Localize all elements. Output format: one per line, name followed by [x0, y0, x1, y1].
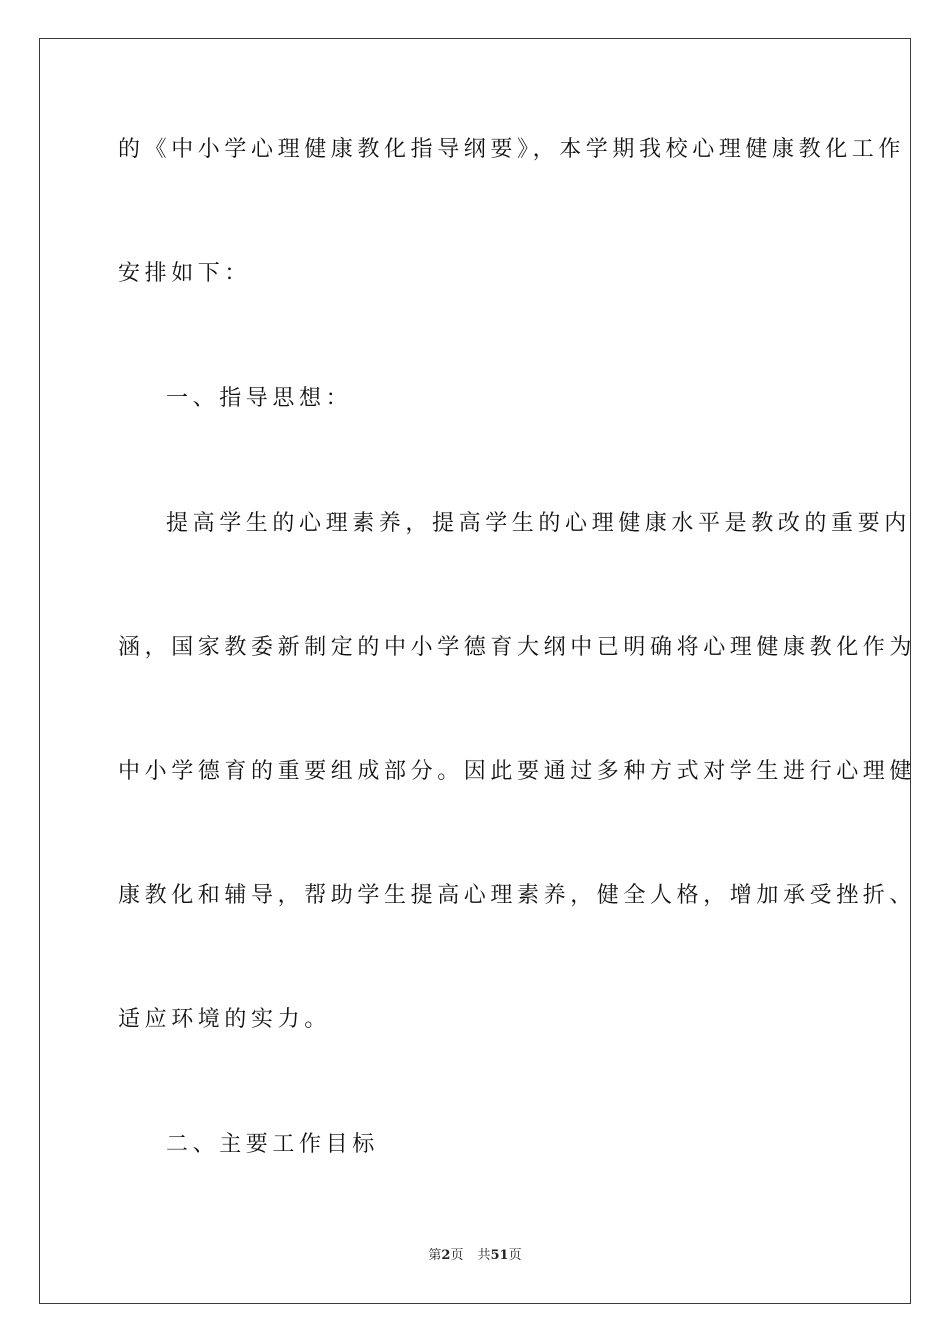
page-number: 2: [441, 1248, 451, 1263]
body-line-2: 安排如下：: [118, 261, 252, 286]
total-pages: 51: [490, 1248, 509, 1263]
section-heading-main-goals: 二、主要工作目标: [166, 1132, 379, 1157]
page-suffix: 页: [450, 1248, 464, 1263]
page-footer: [0, 1247, 950, 1265]
total-suffix: 页: [508, 1248, 522, 1263]
section-heading-guiding-thought: 一、指导思想：: [166, 386, 353, 411]
page-prefix: 第: [428, 1248, 442, 1263]
body-line-8: 适应环境的实力。: [118, 1007, 331, 1032]
page-border: [39, 38, 917, 1304]
total-prefix: 共: [477, 1248, 491, 1263]
body-line-5: 涵，国家教委新制定的中小学德育大纲中已明确将心理健康教化作为: [118, 635, 917, 660]
body-line-4: 提高学生的心理素养，提高学生的心理健康水平是教改的重要内: [166, 511, 911, 536]
body-line-1: 的《中小学心理健康教化指导纲要》，本学期我校心理健康教化工作: [118, 137, 906, 162]
body-line-7: 康教化和辅导，帮助学生提高心理素养，健全人格，增加承受挫折、: [118, 883, 917, 908]
body-line-6: 中小学德育的重要组成部分。因此要通过多种方式对学生进行心理健: [118, 759, 917, 784]
